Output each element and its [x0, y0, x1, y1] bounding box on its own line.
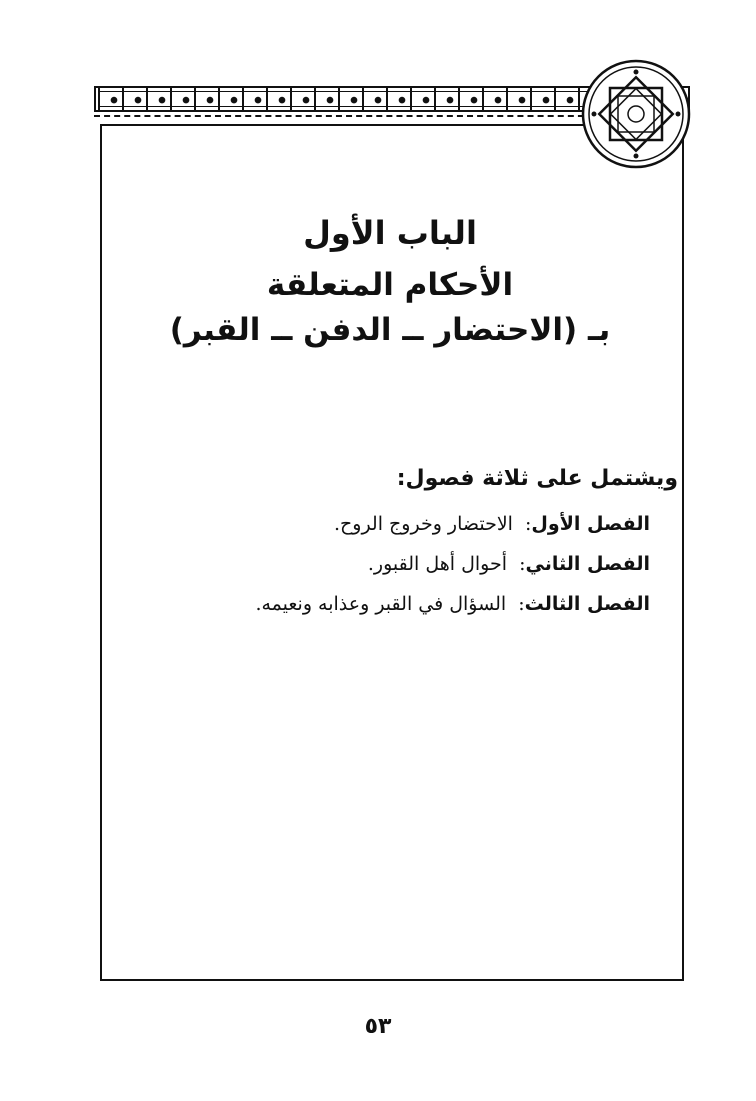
dashed-divider: [94, 115, 594, 117]
geometric-star-medallion-icon: [580, 58, 692, 170]
section-item: [255, 546, 650, 586]
sections-list: [255, 506, 650, 626]
section-item: [255, 586, 650, 626]
section-separator: :: [519, 553, 526, 575]
section-text: الاحتضار وخروج الروح.: [333, 513, 513, 535]
section-item: [255, 506, 650, 546]
section-text: أحوال أهل القبور.: [367, 553, 508, 575]
section-text: السؤال في القبر وعذابه ونعيمه.: [255, 593, 507, 615]
page-number: ٥٣: [364, 1014, 392, 1039]
section-separator: :: [518, 593, 525, 615]
chapter-subtitle-line1: الأحكام المتعلقة: [266, 267, 514, 303]
section-label: الفصل الثاني: [525, 553, 650, 575]
sections-intro: ويشتمل على ثلاثة فصول:: [396, 466, 678, 491]
chapter-title: الباب الأول: [303, 214, 477, 252]
chapter-subtitle-line2: بـ (الاحتضار ــ الدفن ــ القبر): [169, 312, 611, 348]
section-label: الفصل الثالث: [524, 593, 650, 615]
section-label: الفصل الأول: [531, 513, 650, 535]
section-separator: :: [525, 513, 532, 535]
